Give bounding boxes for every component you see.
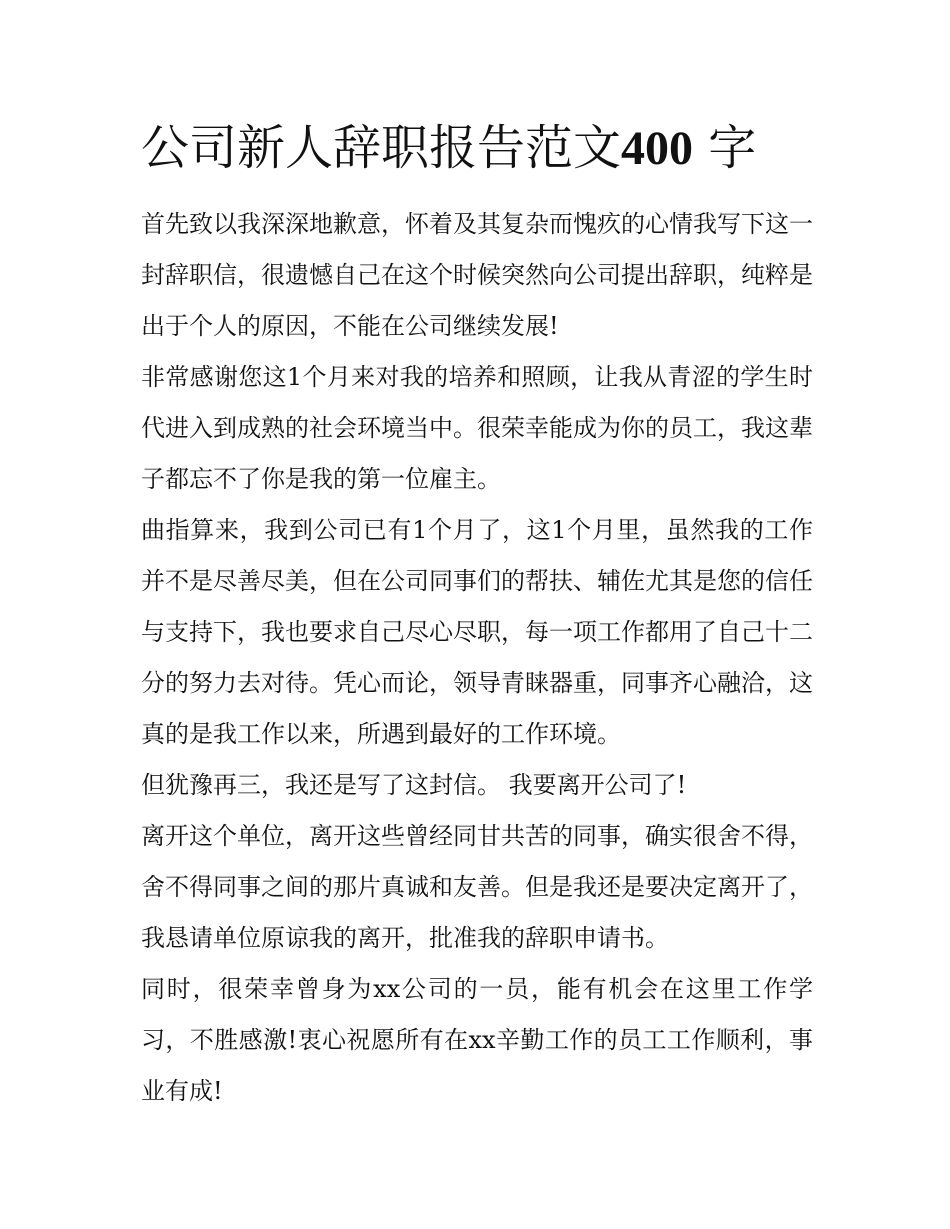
title-number: 400 bbox=[621, 122, 694, 175]
paragraph-2: 非常感谢您这1个月来对我的培养和照顾，让我从青涩的学生时代进入到成熟的社会环境当中。很荣幸能成为你的员工，我这辈子都忘不了你是我的第一位雇主。 bbox=[141, 363, 813, 493]
paragraph-4: 但犹豫再三，我还是写了这封信。 我要离开公司了! bbox=[141, 771, 687, 799]
paragraph-5: 离开这个单位，离开这些曾经同甘共苦的同事，确实很舍不得，舍不得同事之间的那片真诚和友善。但是我还是要决定离开了，我恳请单位原谅我的离开，批准我的辞职申请书。 bbox=[141, 822, 813, 952]
document-body bbox=[141, 199, 813, 1117]
paragraph-6: 同时，很荣幸曾身为xx公司的一员，能有机会在这里工作学习，不胜感激!衷心祝愿所有在xx辛勤工作的员工工作顺利，事业有成! bbox=[141, 975, 813, 1105]
title-suffix: 字 bbox=[708, 120, 757, 176]
document-title bbox=[141, 116, 821, 181]
title-text: 公司新人辞职报告范文 bbox=[141, 120, 622, 176]
paragraph-1: 首先致以我深深地歉意，怀着及其复杂而愧疚的心情我写下这一封辞职信，很遗憾自己在这个时候突然向公司提出辞职，纯粹是出于个人的原因，不能在公司继续发展! bbox=[141, 210, 813, 340]
paragraph-3: 曲指算来，我到公司已有1个月了，这1个月里，虽然我的工作并不是尽善尽美，但在公司同事们的帮扶、辅佐尤其是您的信任与支持下，我也要求自己尽心尽职，每一项工作都用了自己十二分的努力去对待。凭心而论，领导青睐器重，同事齐心融洽，这真的是我工作以来，所遇到最好的工作环境。 bbox=[141, 516, 813, 748]
